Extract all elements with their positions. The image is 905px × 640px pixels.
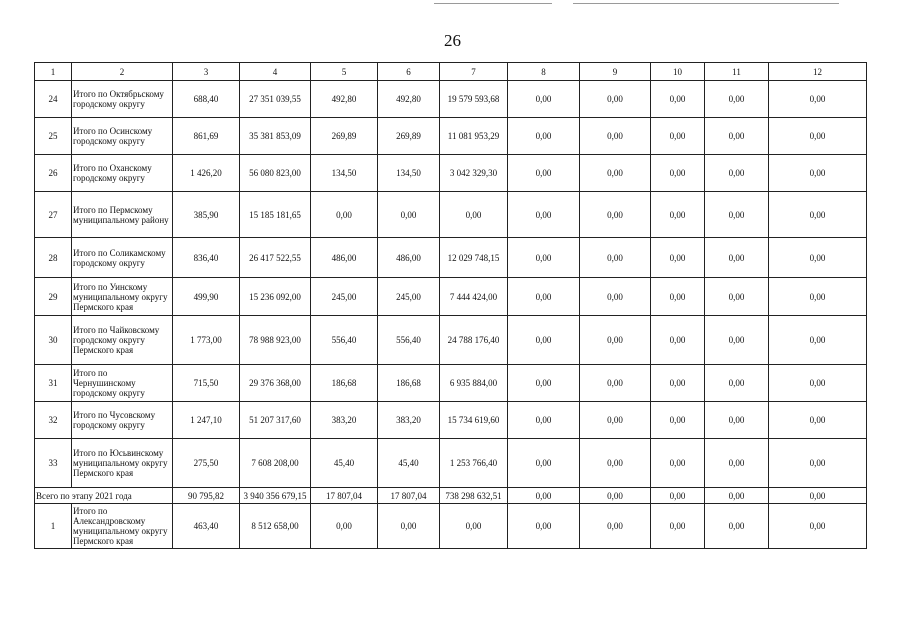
- column-header: 5: [311, 63, 378, 81]
- column-header: 1: [35, 63, 72, 81]
- value-cell: 0,00: [769, 238, 867, 278]
- value-cell: 383,20: [378, 402, 440, 439]
- value-cell: 0,00: [508, 402, 580, 439]
- value-cell: 0,00: [580, 402, 651, 439]
- municipality-name: Итого по Александровскому муниципальному округу Пермского края: [72, 504, 173, 549]
- value-cell: 6 935 884,00: [440, 365, 508, 402]
- value-cell: 0,00: [580, 81, 651, 118]
- municipality-name: Итого по Соликамскому городскому округу: [72, 238, 173, 278]
- value-cell: 0,00: [651, 316, 705, 365]
- page-number: 26: [444, 31, 461, 50]
- value-cell: 0,00: [705, 192, 769, 238]
- value-cell: 0,00: [705, 504, 769, 549]
- table-row: [35, 316, 867, 365]
- table-row: [35, 192, 867, 238]
- value-cell: 56 080 823,00: [240, 155, 311, 192]
- top-rule-right: [573, 3, 839, 4]
- value-cell: 0,00: [651, 504, 705, 549]
- value-cell: 0,00: [508, 504, 580, 549]
- total-value: 0,00: [705, 488, 769, 504]
- value-cell: 0,00: [769, 118, 867, 155]
- value-cell: 0,00: [580, 238, 651, 278]
- municipality-name: Итого по Чернушинскому городскому округу: [72, 365, 173, 402]
- value-cell: 12 029 748,15: [440, 238, 508, 278]
- value-cell: 556,40: [311, 316, 378, 365]
- table-row: [35, 439, 867, 488]
- value-cell: 0,00: [580, 504, 651, 549]
- value-cell: 269,89: [311, 118, 378, 155]
- value-cell: 0,00: [769, 439, 867, 488]
- value-cell: 0,00: [705, 238, 769, 278]
- row-number: 29: [35, 278, 72, 316]
- value-cell: 0,00: [378, 192, 440, 238]
- value-cell: 245,00: [311, 278, 378, 316]
- value-cell: 0,00: [769, 155, 867, 192]
- value-cell: 499,90: [173, 278, 240, 316]
- total-value: 3 940 356 679,15: [240, 488, 311, 504]
- column-header: 6: [378, 63, 440, 81]
- row-number: 28: [35, 238, 72, 278]
- value-cell: 0,00: [705, 118, 769, 155]
- value-cell: 1 247,10: [173, 402, 240, 439]
- value-cell: 0,00: [508, 365, 580, 402]
- table-row: [35, 278, 867, 316]
- column-header: 3: [173, 63, 240, 81]
- value-cell: 7 444 424,00: [440, 278, 508, 316]
- value-cell: 0,00: [705, 439, 769, 488]
- row-number: 32: [35, 402, 72, 439]
- value-cell: 0,00: [508, 81, 580, 118]
- municipality-name: Итого по Оханскому городскому округу: [72, 155, 173, 192]
- value-cell: 15 734 619,60: [440, 402, 508, 439]
- table-row: [35, 238, 867, 278]
- value-cell: 7 608 208,00: [240, 439, 311, 488]
- value-cell: 486,00: [311, 238, 378, 278]
- value-cell: 0,00: [580, 365, 651, 402]
- table-row: [35, 365, 867, 402]
- value-cell: 0,00: [508, 316, 580, 365]
- column-header: 11: [705, 63, 769, 81]
- total-row: [35, 488, 867, 504]
- value-cell: 0,00: [580, 316, 651, 365]
- row-number: 30: [35, 316, 72, 365]
- value-cell: 0,00: [769, 192, 867, 238]
- value-cell: 134,50: [311, 155, 378, 192]
- value-cell: 0,00: [651, 192, 705, 238]
- municipality-name: Итого по Чусовскому городскому округу: [72, 402, 173, 439]
- value-cell: 0,00: [311, 504, 378, 549]
- total-value: 0,00: [651, 488, 705, 504]
- table-row: [35, 81, 867, 118]
- municipality-name: Итого по Уинскому муниципальному округу Пермского края: [72, 278, 173, 316]
- value-cell: 0,00: [311, 192, 378, 238]
- value-cell: 1 426,20: [173, 155, 240, 192]
- value-cell: 0,00: [651, 365, 705, 402]
- municipality-name: Итого по Октябрьскому городскому округу: [72, 81, 173, 118]
- value-cell: 45,40: [311, 439, 378, 488]
- value-cell: 186,68: [378, 365, 440, 402]
- value-cell: 556,40: [378, 316, 440, 365]
- value-cell: 0,00: [769, 81, 867, 118]
- column-header: 2: [72, 63, 173, 81]
- value-cell: 385,90: [173, 192, 240, 238]
- table-row: [35, 504, 867, 549]
- value-cell: 0,00: [508, 439, 580, 488]
- value-cell: 383,20: [311, 402, 378, 439]
- value-cell: 0,00: [705, 365, 769, 402]
- municipality-name: Итого по Осинскому городскому округу: [72, 118, 173, 155]
- value-cell: 0,00: [580, 155, 651, 192]
- total-value: 0,00: [580, 488, 651, 504]
- column-header: 8: [508, 63, 580, 81]
- row-number: 33: [35, 439, 72, 488]
- data-table: [34, 62, 867, 549]
- row-number: 24: [35, 81, 72, 118]
- value-cell: 24 788 176,40: [440, 316, 508, 365]
- value-cell: 27 351 039,55: [240, 81, 311, 118]
- value-cell: 51 207 317,60: [240, 402, 311, 439]
- value-cell: 0,00: [378, 504, 440, 549]
- value-cell: 78 988 923,00: [240, 316, 311, 365]
- value-cell: 0,00: [440, 192, 508, 238]
- total-label: Всего по этапу 2021 года: [35, 488, 173, 504]
- value-cell: 8 512 658,00: [240, 504, 311, 549]
- municipality-name: Итого по Пермскому муниципальному району: [72, 192, 173, 238]
- value-cell: 861,69: [173, 118, 240, 155]
- value-cell: 0,00: [705, 81, 769, 118]
- value-cell: 45,40: [378, 439, 440, 488]
- total-value: 738 298 632,51: [440, 488, 508, 504]
- value-cell: 0,00: [580, 118, 651, 155]
- value-cell: 186,68: [311, 365, 378, 402]
- value-cell: 492,80: [311, 81, 378, 118]
- municipality-name: Итого по Юсьвинскому муниципальному округу Пермского края: [72, 439, 173, 488]
- value-cell: 0,00: [651, 402, 705, 439]
- row-number: 1: [35, 504, 72, 549]
- value-cell: 0,00: [651, 278, 705, 316]
- value-cell: 688,40: [173, 81, 240, 118]
- value-cell: 0,00: [508, 155, 580, 192]
- total-value: 0,00: [769, 488, 867, 504]
- table-row: [35, 118, 867, 155]
- value-cell: 0,00: [580, 278, 651, 316]
- total-value: 17 807,04: [378, 488, 440, 504]
- column-header: 12: [769, 63, 867, 81]
- value-cell: 0,00: [769, 402, 867, 439]
- value-cell: 245,00: [378, 278, 440, 316]
- value-cell: 134,50: [378, 155, 440, 192]
- value-cell: 0,00: [705, 278, 769, 316]
- total-value: 0,00: [508, 488, 580, 504]
- row-number: 26: [35, 155, 72, 192]
- top-rule-left: [434, 3, 552, 4]
- value-cell: 1 253 766,40: [440, 439, 508, 488]
- column-header: 10: [651, 63, 705, 81]
- column-header: 9: [580, 63, 651, 81]
- value-cell: 0,00: [769, 504, 867, 549]
- value-cell: 19 579 593,68: [440, 81, 508, 118]
- value-cell: 0,00: [651, 118, 705, 155]
- value-cell: 0,00: [508, 278, 580, 316]
- value-cell: 15 185 181,65: [240, 192, 311, 238]
- value-cell: 29 376 368,00: [240, 365, 311, 402]
- total-value: 90 795,82: [173, 488, 240, 504]
- value-cell: 0,00: [580, 192, 651, 238]
- value-cell: 0,00: [508, 118, 580, 155]
- value-cell: 269,89: [378, 118, 440, 155]
- value-cell: 0,00: [508, 238, 580, 278]
- row-number: 27: [35, 192, 72, 238]
- value-cell: 0,00: [769, 278, 867, 316]
- table-row: [35, 155, 867, 192]
- value-cell: 26 417 522,55: [240, 238, 311, 278]
- value-cell: 0,00: [508, 192, 580, 238]
- value-cell: 0,00: [651, 439, 705, 488]
- value-cell: 11 081 953,29: [440, 118, 508, 155]
- value-cell: 486,00: [378, 238, 440, 278]
- value-cell: 0,00: [769, 316, 867, 365]
- value-cell: 0,00: [651, 81, 705, 118]
- value-cell: 0,00: [705, 155, 769, 192]
- value-cell: 836,40: [173, 238, 240, 278]
- table-row: [35, 402, 867, 439]
- value-cell: 715,50: [173, 365, 240, 402]
- column-header: 4: [240, 63, 311, 81]
- row-number: 25: [35, 118, 72, 155]
- value-cell: 275,50: [173, 439, 240, 488]
- value-cell: 0,00: [769, 365, 867, 402]
- value-cell: 0,00: [440, 504, 508, 549]
- value-cell: 0,00: [651, 238, 705, 278]
- value-cell: 0,00: [705, 402, 769, 439]
- total-value: 17 807,04: [311, 488, 378, 504]
- value-cell: 1 773,00: [173, 316, 240, 365]
- row-number: 31: [35, 365, 72, 402]
- municipality-name: Итого по Чайковскому городскому округу Пермского края: [72, 316, 173, 365]
- value-cell: 0,00: [580, 439, 651, 488]
- header-row: [35, 63, 867, 81]
- table-body: [35, 63, 867, 549]
- value-cell: 492,80: [378, 81, 440, 118]
- column-header: 7: [440, 63, 508, 81]
- value-cell: 463,40: [173, 504, 240, 549]
- value-cell: 15 236 092,00: [240, 278, 311, 316]
- value-cell: 35 381 853,09: [240, 118, 311, 155]
- value-cell: 0,00: [651, 155, 705, 192]
- value-cell: 3 042 329,30: [440, 155, 508, 192]
- value-cell: 0,00: [705, 316, 769, 365]
